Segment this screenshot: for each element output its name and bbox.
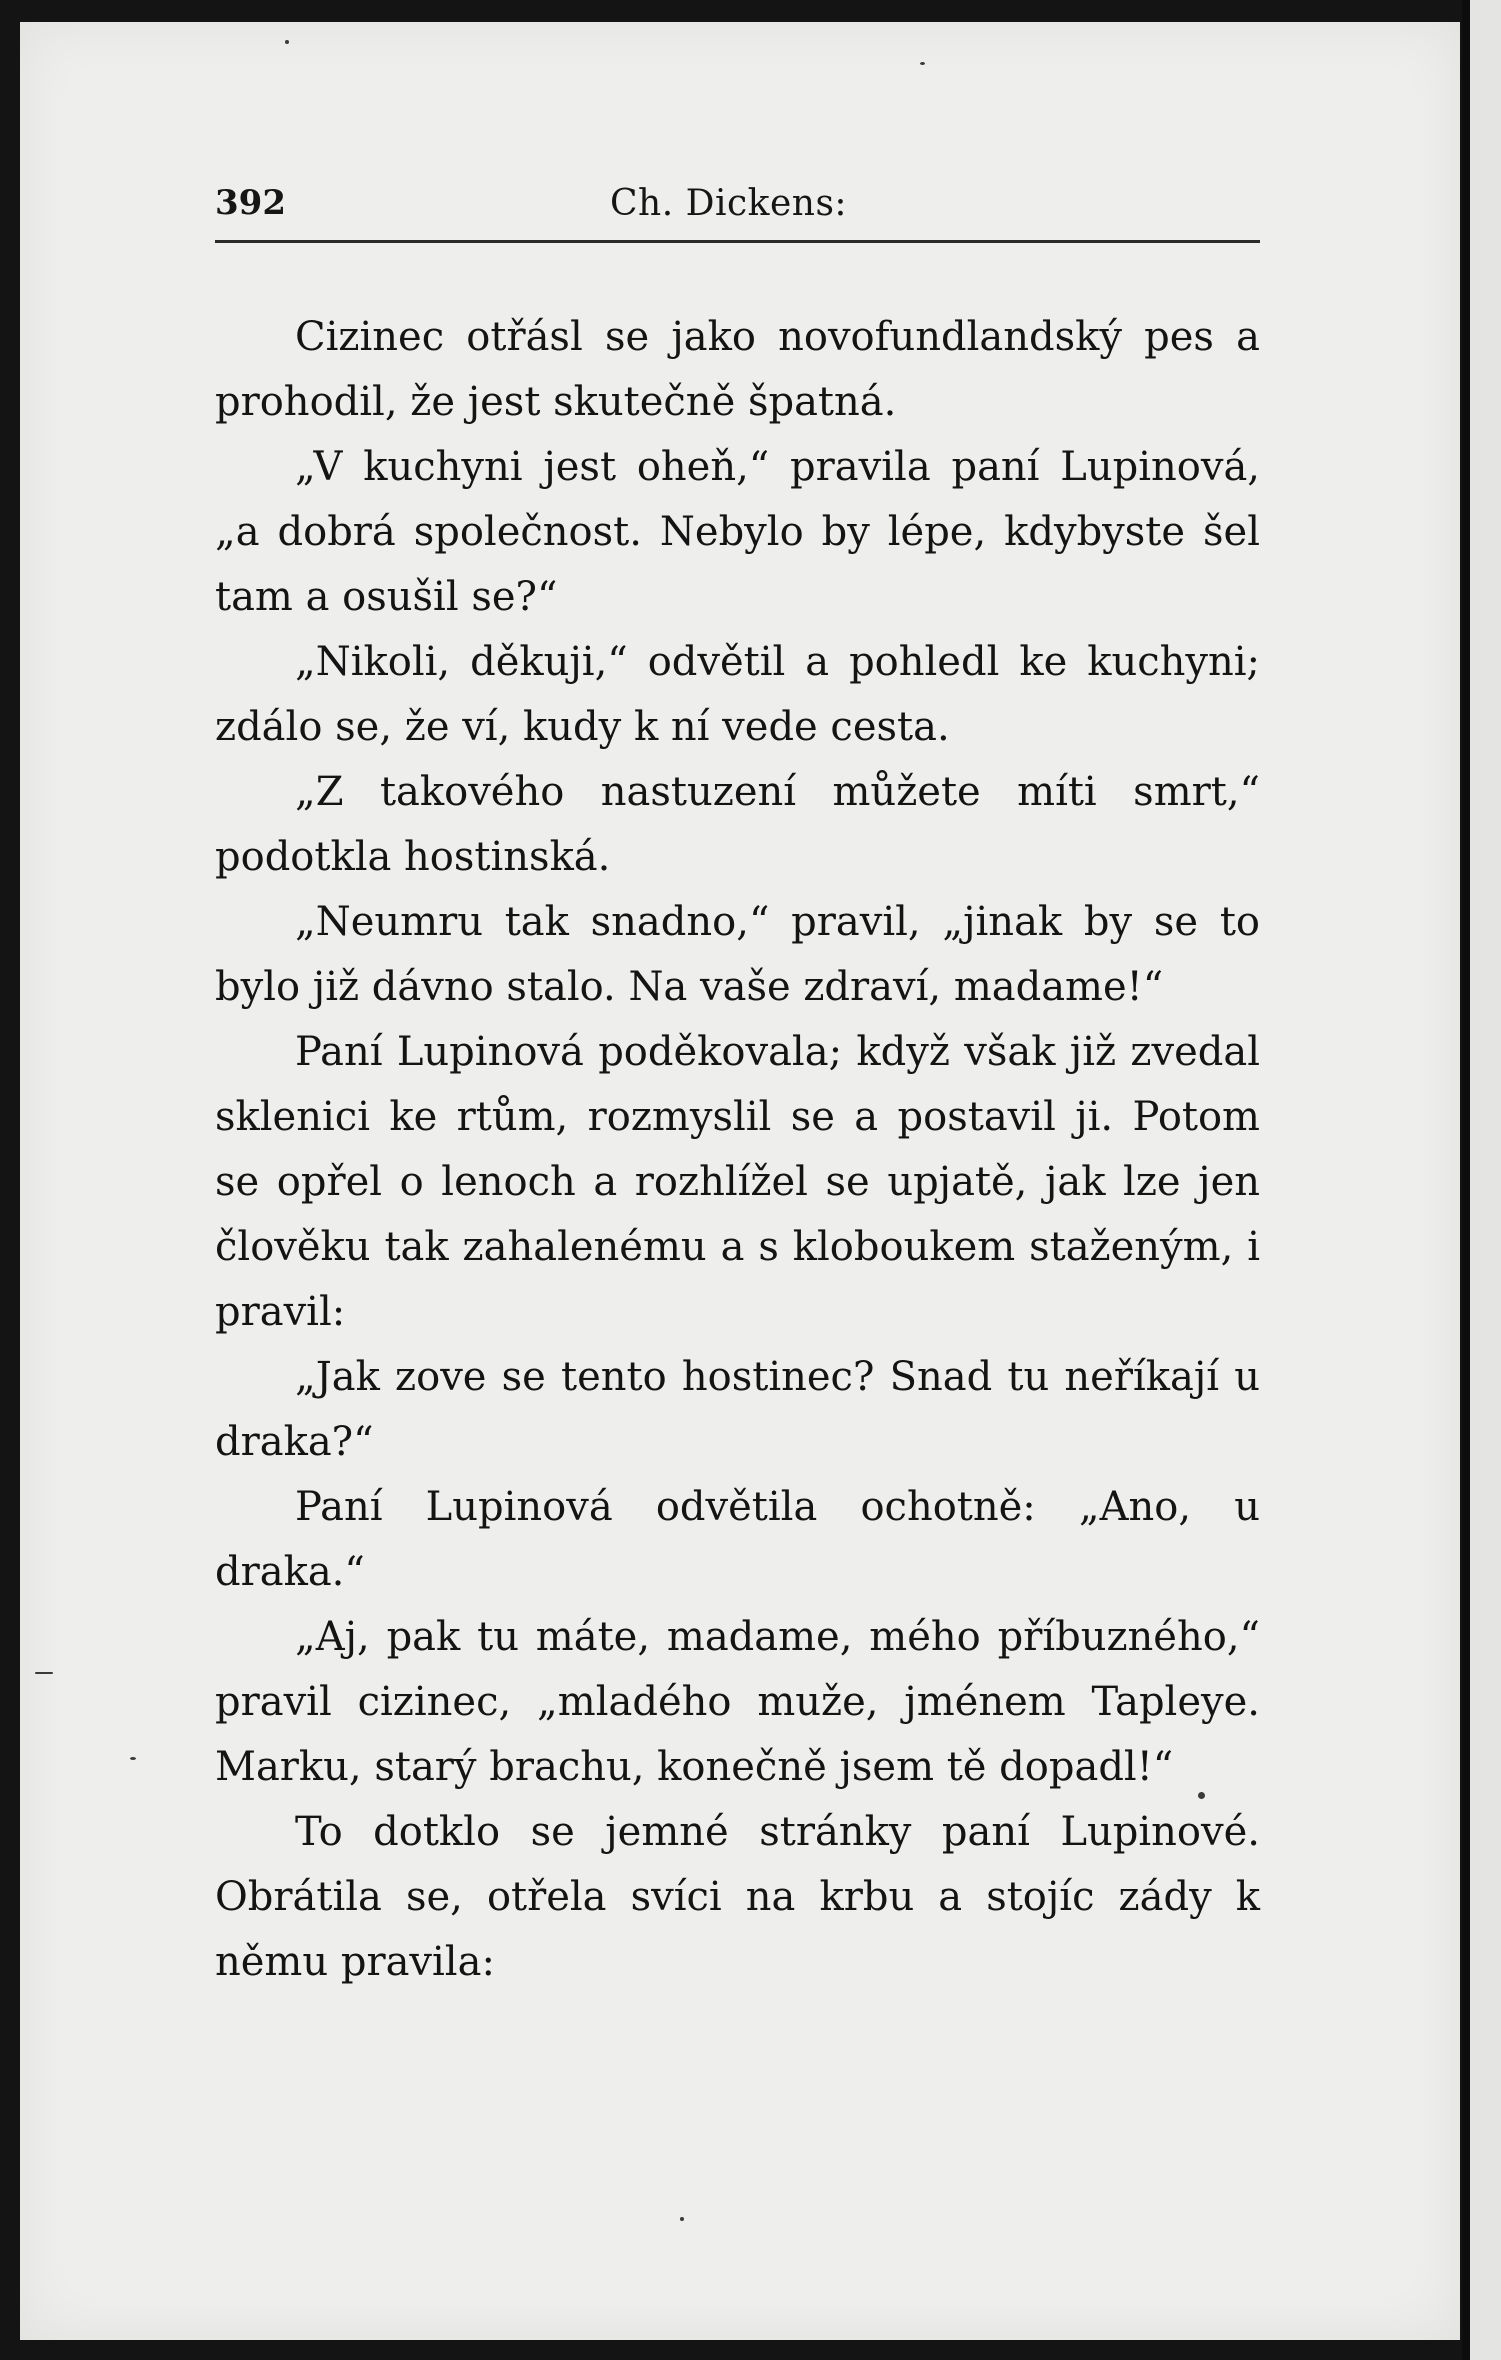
paragraph: Cizinec otřásl se jako novofundlandský pes a prohodil, že jest skutečně špatná. <box>215 314 1260 425</box>
paragraph: „Z takového nastuzení můžete míti smrt,“ podotkla hostinská. <box>215 769 1260 880</box>
page-binding-edge <box>1462 0 1470 2360</box>
paragraph: To dotklo se jemné stránky paní Lupinové. Obrátila se, otřela svíci na krbu a stojíc zády k němu pravila: <box>215 1809 1260 1985</box>
body-text <box>215 305 1260 1995</box>
paragraph: „V kuchyni jest oheň,“ pravila paní Lupinová, „a dobrá společnost. Nebylo by lépe, kdybyste šel tam a osušil se?“ <box>215 444 1260 620</box>
paragraph: „Aj, pak tu máte, madame, mého příbuzného,“ pravil cizinec, „mladého muže, jménem Tapleye. Marku, starý brachu, konečně jsem tě dopadl!“ <box>215 1614 1260 1790</box>
paragraph: „Jak zove se tento hostinec? Snad tu neříkají u draka?“ <box>215 1354 1260 1465</box>
adjacent-page-strip <box>1470 0 1501 2360</box>
page-header <box>215 175 1260 225</box>
paragraph: „Neumru tak snadno,“ pravil, „jinak by se to bylo již dávno stalo. Na vaše zdraví, madame!“ <box>215 899 1260 1010</box>
running-head: Ch. Dickens: <box>610 183 848 224</box>
paragraph: Paní Lupinová poděkovala; když však již zvedal sklenici ke rtům, rozmyslil se a postavil ji. Potom se opřel o lenoch a rozhlížel se upjatě, jak lze jen člověku tak zahalenému a s kloboukem staženým, i pravil: <box>215 1029 1260 1335</box>
header-rule <box>215 240 1260 243</box>
paragraph: Paní Lupinová odvětila ochotně: „Ano, u draka.“ <box>215 1484 1260 1595</box>
page-number: 392 <box>215 183 286 223</box>
paragraph: „Nikoli, děkuji,“ odvětil a pohledl ke kuchyni; zdálo se, že ví, kudy k ní vede cesta. <box>215 639 1260 750</box>
